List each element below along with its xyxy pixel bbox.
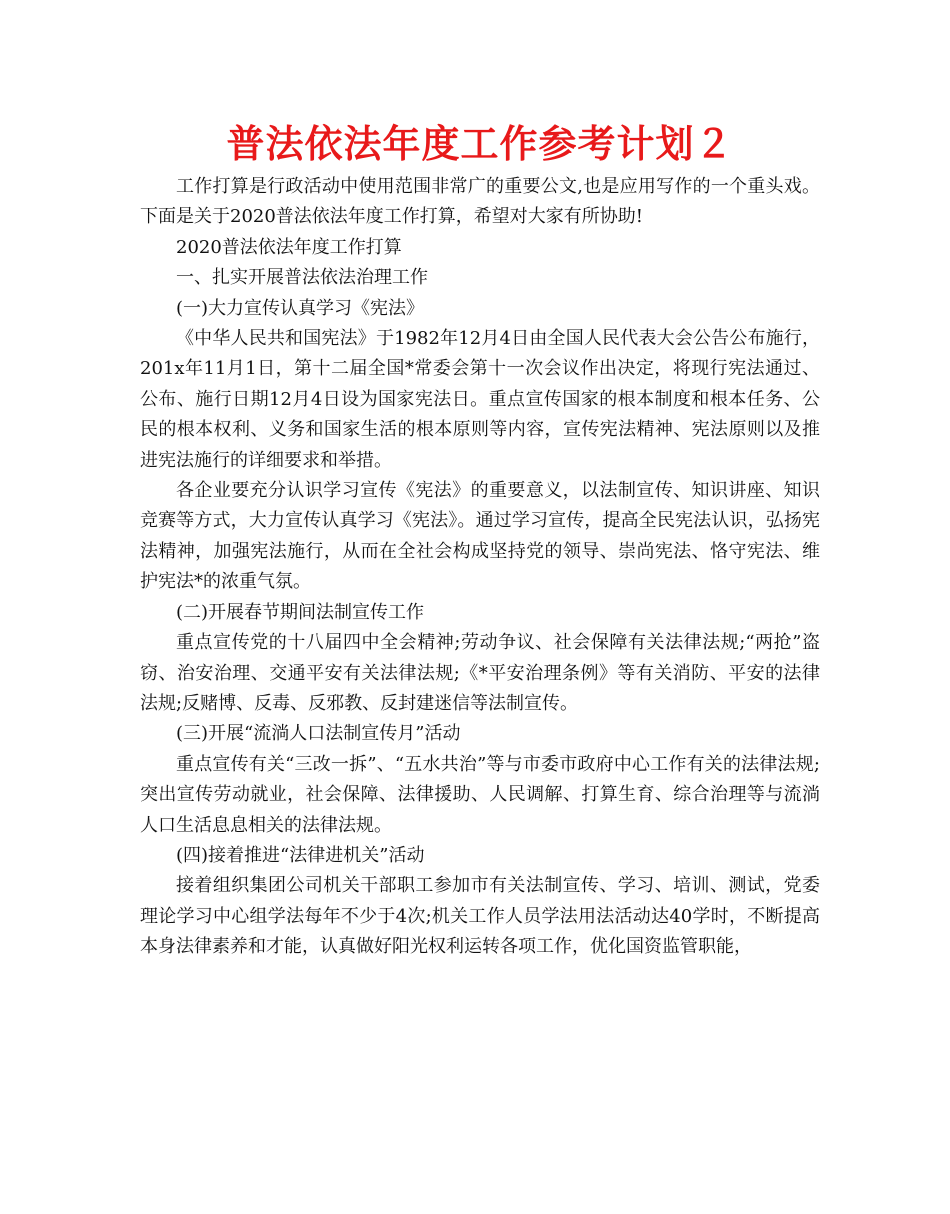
- plan-heading: 2020普法依法年度工作打算: [176, 236, 402, 258]
- body-paragraph: 各企业要充分认识学习宣传《宪法》的重要意义，以法制宣传、知识讲座、知识竞赛等方式，大力宣传认真学习《宪法》。通过学习宣传，提高全民宪法认识，弘扬宪法精神，加强宪法施行，从而在全社会构成坚持党的领导、崇尚宪法、恪守宪法、维护宪法*的浓重气氛。: [140, 480, 820, 593]
- intro-paragraph: 工作打算是行政活动中使用范围非常广的重要公文,也是应用写作的一个重头戏。下面是关于2020普法依法年度工作打算，希望对大家有所协助!: [140, 176, 820, 228]
- document-title: 普法依法年度工作参考计划２: [226, 122, 734, 166]
- subsection-heading-2: (二)开展春节期间法制宣传工作: [176, 601, 425, 623]
- subsection-heading-4: (四)接着推进“法律进机关”活动: [176, 844, 425, 866]
- body-paragraph: 《中华人民共和国宪法》于1982年12月4日由全国人民代表大会公告公布施行，201x年11月1日，第十二届全国*常委会第十一次会议作出决定，将现行宪法通过、公布、施行日期12月4日设为国家宪法日。重点宣传国家的根本制度和根本任务、公民的根本权利、义务和国家生活的根本原则等内容，宣传宪法精神、宪法原则以及推进宪法施行的详细要求和举措。: [140, 328, 820, 471]
- body-paragraph: 重点宣传有关“三改一拆”、“五水共治”等与市委市政府中心工作有关的法律法规;突出宣传劳动就业，社会保障、法律援助、人民调解、打算生育、综合治理等与流淌人口生活息息相关的法律法规。: [140, 753, 820, 836]
- subsection-heading-1: (一)大力宣传认真学习《宪法》: [176, 297, 425, 319]
- section-heading-1: 一、扎实开展普法依法治理工作: [176, 267, 428, 289]
- subsection-heading-3: (三)开展“流淌人口法制宣传月”活动: [176, 723, 461, 745]
- body-paragraph: 接着组织集团公司机关干部职工参加市有关法制宣传、学习、培训、测试，党委理论学习中心组学法每年不少于4次;机关工作人员学法用法活动达40学时，不断提高本身法律素养和才能，认真做好阳光权利运转各项工作，优化国资监管职能，: [140, 875, 820, 958]
- document-body: [140, 172, 820, 963]
- body-paragraph: 重点宣传党的十八届四中全会精神;劳动争议、社会保障有关法律法规;“两抢”盗窃、治安治理、交通平安有关法律法规;《*平安治理条例》等有关消防、平安的法律法规;反赌博、反毒、反邪教、反封建迷信等法制宣传。: [140, 632, 820, 714]
